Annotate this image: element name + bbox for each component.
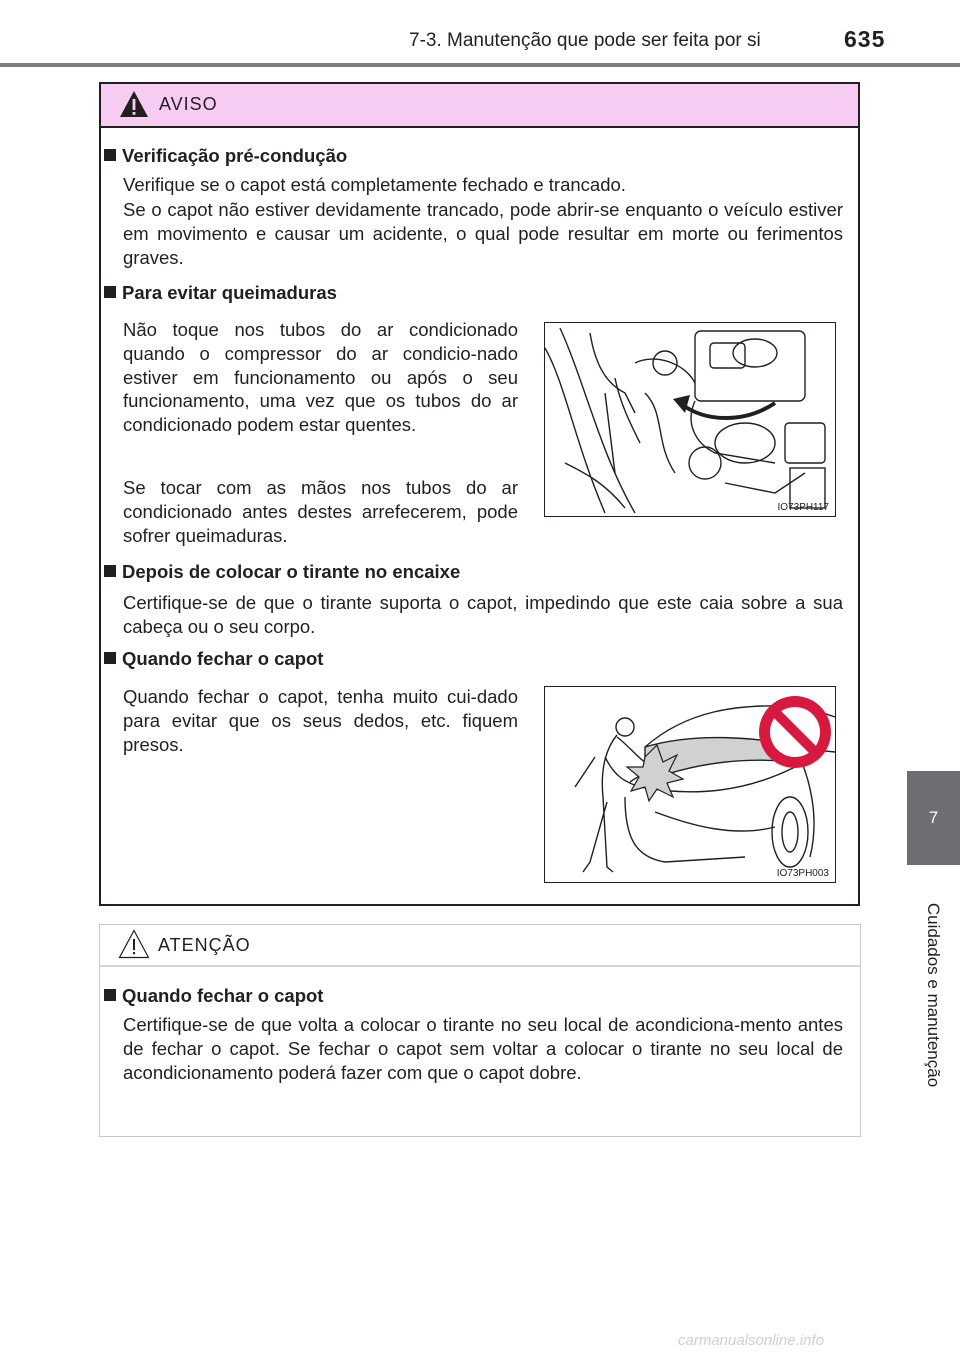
- paragraph: Quando fechar o capot, tenha muito cui-dado para evitar que os seus dedos, etc. fiquem presos.: [123, 686, 518, 755]
- bullet-square-icon: [104, 652, 116, 664]
- bullet-square-icon: [104, 989, 116, 1001]
- caution-title: ATENÇÃO: [158, 935, 251, 955]
- bullet-square-icon: [104, 565, 116, 577]
- paragraph: Se tocar com as mãos nos tubos do ar condicionado antes destes arrefecerem, pode sofrer queimaduras.: [123, 477, 518, 546]
- paragraph: Verifique se o capot está completamente fechado e trancado.: [123, 174, 626, 195]
- section-heading-prop-rod: Depois de colocar o tirante no encaixe: [104, 561, 460, 583]
- closing-hood-figure: [544, 686, 836, 883]
- chapter-tab[interactable]: 7: [907, 771, 960, 865]
- caution-triangle-icon: [118, 929, 150, 959]
- paragraph: Se o capot não estiver devidamente trancado, pode abrir-se enquanto o veículo estiver em movimento e causar um acidente, o qual pode resultar em morte ou ferimentos graves.: [123, 199, 843, 268]
- section-heading-pre-drive: Verificação pré-condução: [104, 145, 347, 167]
- section-heading-closing-hood: Quando fechar o capot: [104, 648, 323, 670]
- warning-header: [101, 84, 858, 128]
- section-heading-closing-hood-caution: Quando fechar o capot: [104, 985, 323, 1007]
- bullet-square-icon: [104, 149, 116, 161]
- chapter-title: Cuidados e manutenção: [923, 902, 943, 1088]
- caution-header: [100, 925, 860, 967]
- section-title: 7-3. Manutenção que pode ser feita por si: [409, 30, 761, 51]
- watermark: carmanualsonline.info: [678, 1332, 824, 1349]
- warning-title: AVISO: [159, 94, 218, 114]
- header-rule: [0, 63, 960, 67]
- section-heading-burns: Para evitar queimaduras: [104, 282, 337, 304]
- chapter-title-vertical: [905, 870, 960, 1120]
- warning-triangle-icon: [119, 90, 149, 118]
- paragraph: Não toque nos tubos do ar condicionado quando o compressor do ar condicio-nado estiver em funcionamento ou após o seu funcionamento, uma vez que os tubos do ar condicionado podem estar quentes.: [123, 319, 518, 436]
- page-number: 635: [844, 26, 886, 52]
- closing-hood-illustration: [545, 687, 835, 882]
- engine-bay-figure: [544, 322, 836, 517]
- paragraph: Certifique-se de que o tirante suporta o capot, impedindo que este caia sobre a sua cabeça ou o seu corpo.: [123, 592, 843, 637]
- engine-bay-illustration: [545, 323, 835, 516]
- bullet-square-icon: [104, 286, 116, 298]
- figure-caption: IO73PH003: [776, 868, 829, 879]
- paragraph: Certifique-se de que volta a colocar o tirante no seu local de acondiciona-mento antes de fechar o capot. Se fechar o capot sem voltar a colocar o tirante no seu local de acondicionamento poderá fazer com que o capot dobre.: [123, 1014, 843, 1083]
- figure-caption: IO73PH117: [777, 502, 829, 513]
